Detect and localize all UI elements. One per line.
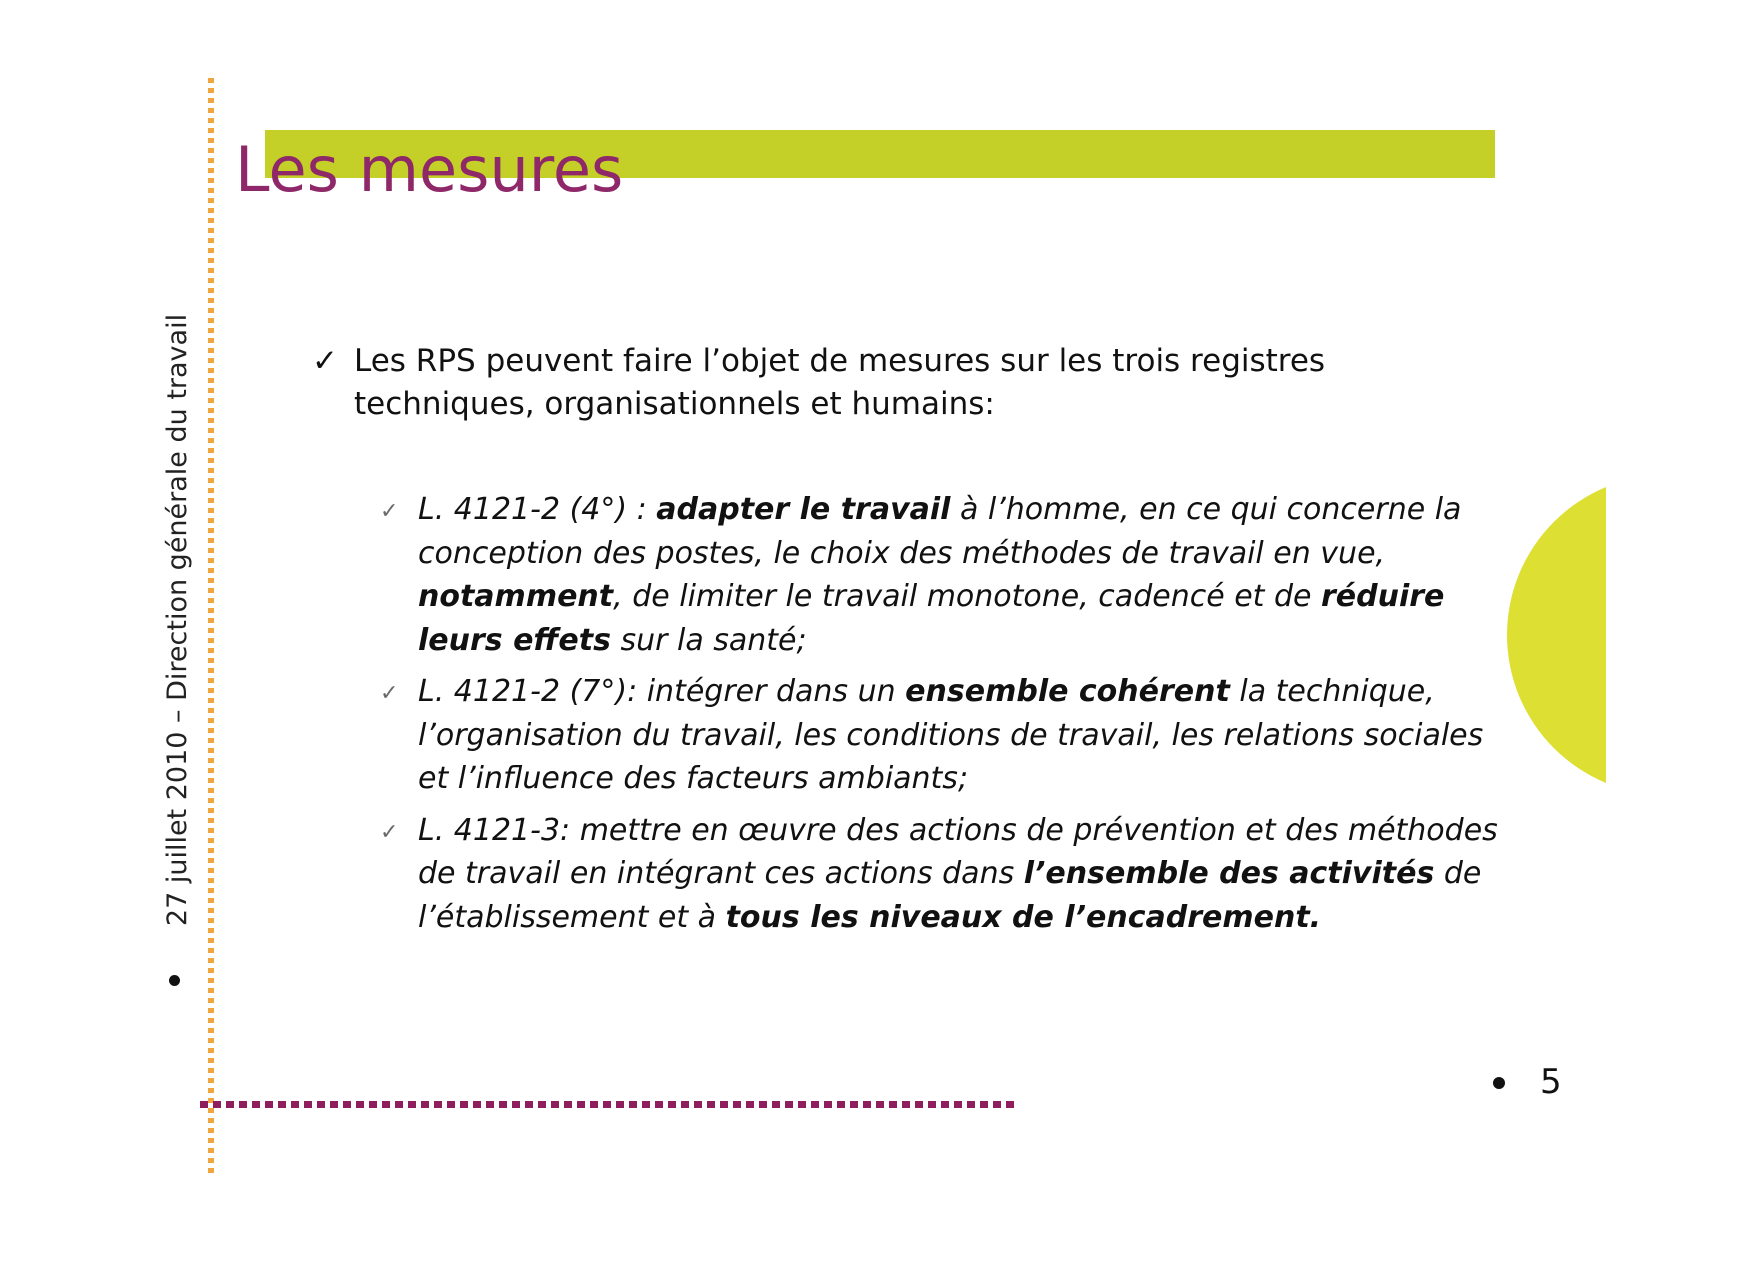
vertical-dotted-line	[208, 78, 214, 1178]
main-bullet-text: Les RPS peuvent faire l’objet de mesures sur les trois registres techniques, organisationnels et humains:	[354, 343, 1326, 422]
side-caption: 27 juillet 2010 – Direction générale du travail	[162, 313, 193, 927]
horizontal-dotted-line	[200, 1101, 1015, 1108]
check-icon: ✓	[312, 343, 338, 379]
emphasis-text: tous les niveaux de l’encadrement.	[725, 899, 1322, 935]
sub-bullet-list	[380, 488, 1520, 947]
emphasis-text: ensemble cohérent	[905, 674, 1230, 709]
check-icon: ✓	[380, 681, 399, 706]
right-mask	[1606, 400, 1755, 880]
side-bullet-dot	[169, 975, 180, 986]
emphasis-text: notamment	[418, 579, 614, 614]
item-text: L. 4121-3: mettre en œuvre des actions de prévention et des méthodes de travail en intégrant ces actions dans	[418, 812, 1498, 891]
item-text: sur la santé;	[610, 622, 807, 658]
sub-bullet-item	[380, 809, 1520, 940]
item-text: de l’établissement et à	[418, 856, 1482, 935]
sub-bullet-item	[380, 488, 1520, 662]
item-text: , de limiter le travail monotone, cadencé et de	[613, 579, 1321, 614]
item-text: L. 4121-2 (7°): intégrer dans un	[418, 674, 906, 709]
page-number: 5	[1540, 1062, 1562, 1102]
page-bullet-dot	[1493, 1077, 1505, 1089]
slide-title: Les mesures	[235, 133, 624, 206]
emphasis-text: l’ensemble des activités	[1023, 856, 1435, 891]
emphasis-text: réduire leurs effets	[418, 579, 1445, 658]
item-text: à l’homme, en ce qui concerne la conception des postes, le choix des méthodes de travail en vue,	[418, 492, 1462, 571]
emphasis-text: adapter le travail	[656, 492, 951, 527]
item-text: la technique, l’organisation du travail, les conditions de travail, les relations sociales et l’influence des facteurs ambiants;	[418, 674, 1484, 796]
main-bullet	[312, 340, 1412, 426]
sub-bullet-item	[380, 670, 1520, 801]
check-icon: ✓	[380, 499, 399, 524]
item-text: L. 4121-2 (4°) :	[418, 492, 657, 527]
check-icon: ✓	[380, 819, 399, 845]
